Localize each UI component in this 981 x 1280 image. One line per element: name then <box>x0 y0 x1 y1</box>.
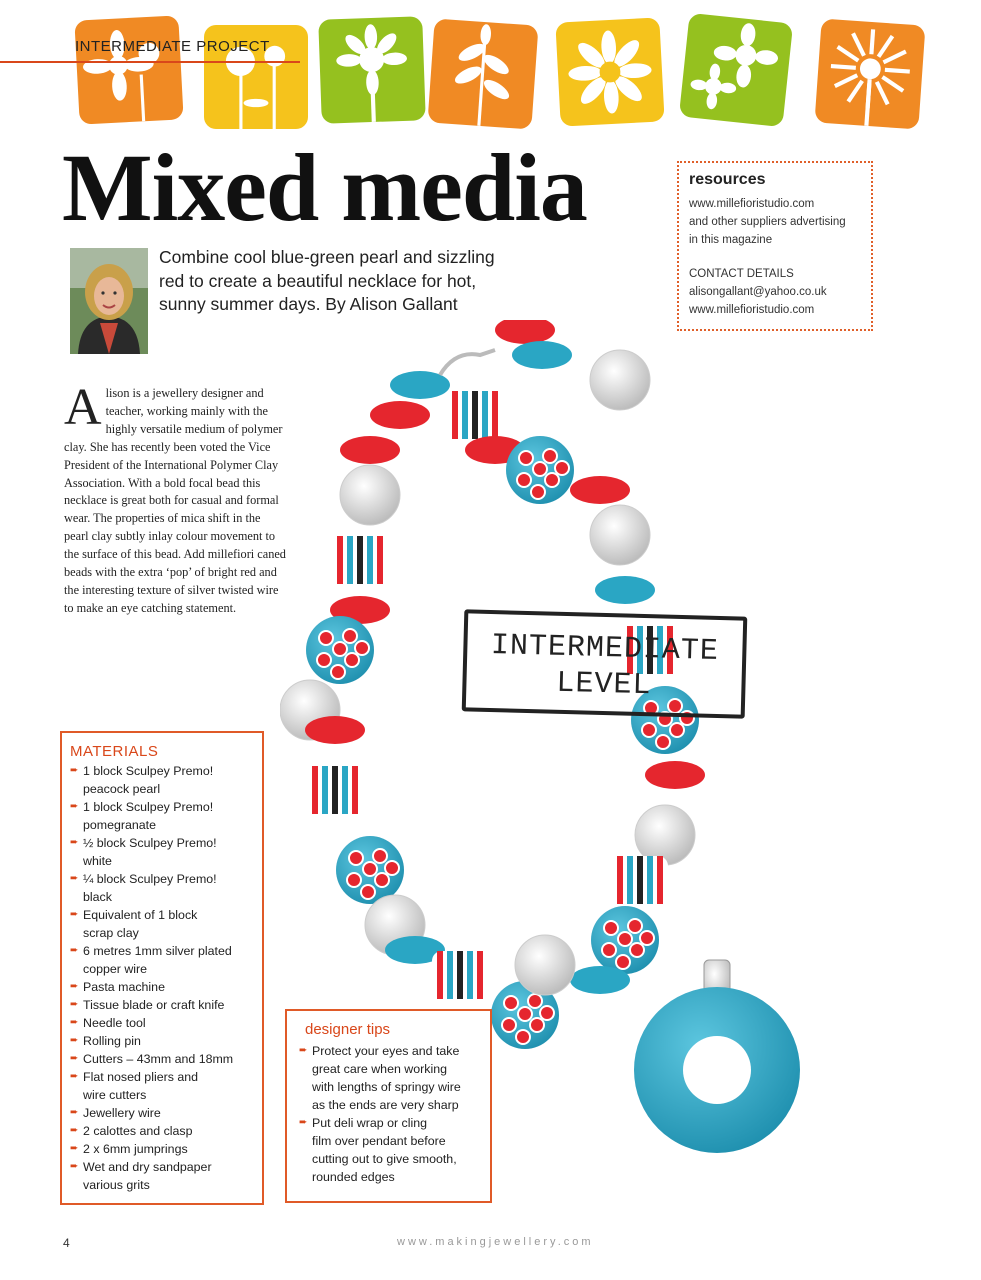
stamp-line-2: LEVEL <box>556 666 652 704</box>
flower-tile-7 <box>814 18 925 129</box>
bead <box>612 856 668 904</box>
list-item-text: Equivalent of 1 block scrap clay <box>83 908 198 940</box>
list-item <box>70 906 254 942</box>
list-item-text: Protect your eyes and take great care when working with lengths of springy wire as the ends are very sharp <box>312 1044 461 1112</box>
materials-box <box>60 731 264 1205</box>
bead <box>570 966 630 994</box>
bullet-icon: ➨ <box>70 1053 79 1064</box>
list-item <box>70 1068 254 1104</box>
list-item <box>70 996 254 1014</box>
bullet-icon: ➨ <box>299 1117 308 1128</box>
resources-line: in this magazine <box>689 234 773 246</box>
resources-heading: resources <box>689 171 766 188</box>
list-item <box>70 834 254 870</box>
bead <box>515 935 575 995</box>
bullet-icon: ➨ <box>70 909 79 920</box>
bead <box>370 401 430 429</box>
list-item <box>70 798 254 834</box>
bullet-icon: ➨ <box>70 1161 79 1172</box>
bullet-icon: ➨ <box>70 1017 79 1028</box>
tips-heading: designer tips <box>305 1021 391 1038</box>
list-item <box>70 1140 254 1158</box>
list-item-text: 2 calottes and clasp <box>83 1124 193 1138</box>
list-item-text: 1 block Sculpey Premo! peacock pearl <box>83 764 214 796</box>
list-item-text: ½ block Sculpey Premo! white <box>83 836 217 868</box>
page-number: 4 <box>63 1236 70 1250</box>
section-rule <box>0 61 300 63</box>
flower-tile-6 <box>679 13 793 127</box>
bullet-icon: ➨ <box>70 837 79 848</box>
flower-tile-1 <box>74 15 183 124</box>
list-item <box>70 1032 254 1050</box>
list-item-text: Rolling pin <box>83 1034 141 1048</box>
list-item <box>70 942 254 978</box>
list-item-text: Jewellery wire <box>83 1106 161 1120</box>
list-item <box>70 870 254 906</box>
bead <box>590 350 650 410</box>
bead <box>305 716 365 744</box>
list-item-text: 2 x 6mm jumprings <box>83 1142 188 1156</box>
list-item <box>70 762 254 798</box>
bead <box>432 951 488 999</box>
flower-icon <box>318 16 426 124</box>
list-item <box>299 1042 482 1114</box>
list-item <box>70 1014 254 1032</box>
list-item-text: Cutters – 43mm and 18mm <box>83 1052 234 1066</box>
body-text <box>64 379 286 618</box>
bead <box>340 436 400 464</box>
list-item <box>299 1114 482 1186</box>
intro-text: Combine cool blue-green pearl and sizzling red to create a beautiful necklace for hot, sunny summer days. By Alison Gallant <box>159 247 495 314</box>
bead <box>512 341 572 369</box>
daisy-icon <box>555 17 664 126</box>
bead <box>506 436 574 504</box>
bullet-icon: ➨ <box>70 981 79 992</box>
list-item-text: ¼ block Sculpey Premo! black <box>83 872 217 904</box>
bead <box>340 465 400 525</box>
flower-icon <box>74 15 183 124</box>
bead <box>590 505 650 565</box>
bullet-icon: ➨ <box>70 999 79 1010</box>
list-item-text: Needle tool <box>83 1016 146 1030</box>
list-item <box>70 1050 254 1068</box>
list-item <box>70 978 254 996</box>
designer-tips-box <box>285 1009 492 1203</box>
bullet-icon: ➨ <box>70 765 79 776</box>
list-item <box>70 1158 254 1194</box>
bullet-icon: ➨ <box>70 873 79 884</box>
list-item <box>70 1104 254 1122</box>
bullet-icon: ➨ <box>70 1035 79 1046</box>
bullet-icon: ➨ <box>70 1143 79 1154</box>
page-title: Mixed media <box>62 134 587 241</box>
list-item-text: 1 block Sculpey Premo! pomegranate <box>83 800 214 832</box>
contact-email: alisongallant@yahoo.co.uk <box>689 286 827 298</box>
bead <box>332 536 388 584</box>
body-paragraph: lison is a jewellery designer and teacher, working mainly with the highly versatile medium of polymer clay. She has recently been voted the Vice President of the International Polymer Clay Association. With a bold focal bead this necklace is great both for casual and formal wear. The properties of mica shift in the pearl clay subtly inlay colour movement to the surface of this bead. Add millefiori caned beads with the extra ‘pop’ of bright red and the interesting texture of silver twisted wire to make an eye catching statement. <box>64 386 286 615</box>
bead <box>447 391 503 439</box>
flower-tile-4 <box>427 18 538 129</box>
resources-line: and other suppliers advertising <box>689 216 846 228</box>
drop-cap: A <box>64 379 102 436</box>
flower-tile-5 <box>555 17 664 126</box>
list-item-text: Wet and dry sandpaper various grits <box>83 1160 212 1192</box>
bead <box>336 836 404 904</box>
list-item-text: Tissue blade or craft knife <box>83 998 225 1012</box>
bullet-icon: ➨ <box>70 945 79 956</box>
leaf-icon <box>427 18 538 129</box>
materials-heading: MATERIALS <box>70 743 159 760</box>
footer-url: www.makingjewellery.com <box>397 1236 594 1248</box>
bead <box>495 320 555 344</box>
stamp-line-1: INTERMEDIATE <box>490 629 720 669</box>
author-portrait <box>70 248 148 354</box>
tips-list <box>299 1042 482 1186</box>
bullet-icon: ➨ <box>70 1107 79 1118</box>
flower-icon <box>814 18 925 129</box>
bead <box>595 576 655 604</box>
clasp <box>440 350 495 375</box>
list-item-text: Put deli wrap or cling film over pendant before cutting out to give smooth, rounded edges <box>312 1116 457 1184</box>
bullet-icon: ➨ <box>299 1045 308 1056</box>
resources-box <box>677 161 873 331</box>
resources-line: www.millefioristudio.com <box>689 198 815 210</box>
materials-list <box>70 762 254 1194</box>
bead <box>570 476 630 504</box>
list-item-text: Pasta machine <box>83 980 165 994</box>
flower-icon <box>679 13 793 127</box>
intermediate-level-stamp <box>462 609 748 718</box>
section-label: INTERMEDIATE PROJECT <box>75 38 270 55</box>
bead <box>306 616 374 684</box>
list-item <box>70 1122 254 1140</box>
pendant <box>634 960 800 1153</box>
bead <box>307 766 363 814</box>
bullet-icon: ➨ <box>70 1071 79 1082</box>
bead <box>591 906 659 974</box>
list-item-text: Flat nosed pliers and wire cutters <box>83 1070 199 1102</box>
bullet-icon: ➨ <box>70 801 79 812</box>
list-item-text: 6 metres 1mm silver plated copper wire <box>83 944 232 976</box>
bead <box>645 761 705 789</box>
contact-website: www.millefioristudio.com <box>689 304 815 316</box>
bullet-icon: ➨ <box>70 1125 79 1136</box>
flower-tile-3 <box>318 16 426 124</box>
contact-heading: CONTACT DETAILS <box>689 268 794 280</box>
